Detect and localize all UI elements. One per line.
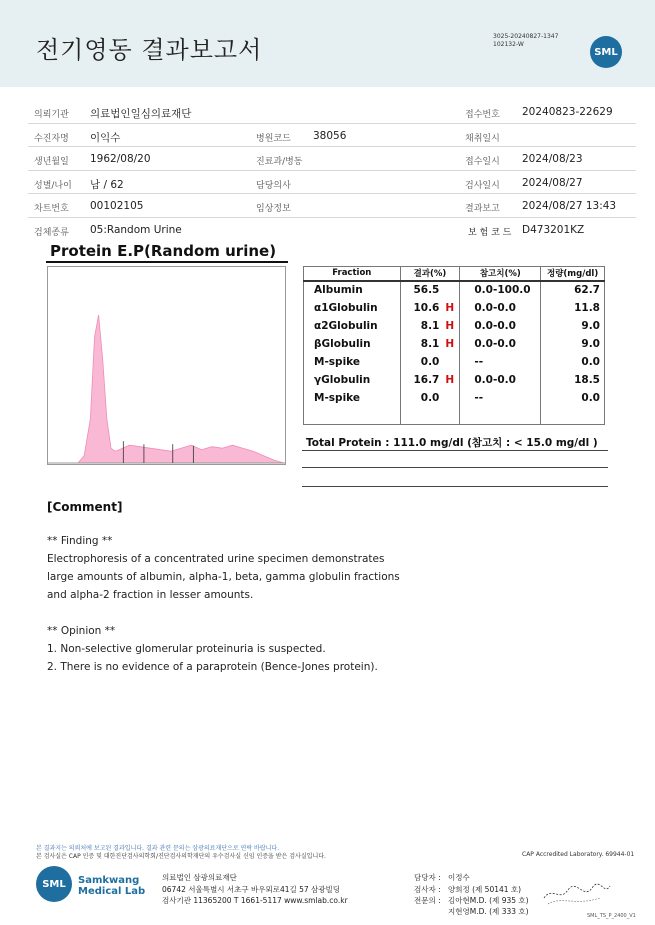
fraction-reference [460, 407, 541, 425]
footer-org: 의료법인 삼광의료재단 [162, 873, 237, 882]
blank-line [302, 450, 608, 451]
fraction-quantity: 18.5 [541, 371, 605, 389]
table-row [304, 371, 605, 389]
fraction-quantity: 62.7 [541, 281, 605, 299]
table-row [304, 281, 605, 299]
info-row: 차트번호 00102105 임상정보 결과보고 2024/08/27 13:43 [28, 194, 636, 218]
staff-manager: 이정수 [448, 873, 470, 882]
finding-line: and alpha-2 fraction in lesser amounts. [47, 589, 254, 601]
fraction-quantity: 0.0 [541, 353, 605, 371]
col-fraction: Fraction [304, 267, 401, 281]
fraction-result: 8.1 H [400, 317, 460, 335]
fraction-reference: -- [460, 353, 541, 371]
fraction-quantity: 9.0 [541, 335, 605, 353]
institution-value: 의료법인일심의료재단 [90, 108, 192, 120]
fraction-reference: 0.0-0.0 [460, 317, 541, 335]
fraction-quantity: 11.8 [541, 299, 605, 317]
electrophoresis-curve [78, 315, 284, 463]
fraction-table [303, 266, 605, 425]
hospital-code-value: 38056 [313, 129, 347, 142]
fraction-name: M-spike [304, 389, 401, 407]
high-flag: H [445, 319, 455, 332]
fraction-reference: 0.0-0.0 [460, 299, 541, 317]
footer-brand: Samkwang Medical Lab [78, 875, 146, 897]
fraction-result: 10.6 H [400, 299, 460, 317]
opinion-header: ** Opinion ** [47, 625, 116, 637]
fraction-name: α1Globulin [304, 299, 401, 317]
electrophoresis-svg [48, 267, 285, 464]
insurance-code-value: D473201KZ [522, 223, 585, 236]
fraction-reference: -- [460, 389, 541, 407]
sex-age-value: 남 / 62 [90, 178, 124, 191]
opinion-line: 1. Non-selective glomerular proteinuria is suspected. [47, 643, 326, 655]
fraction-result [400, 407, 460, 425]
finding-line: large amounts of albumin, alpha-1, beta, gamma globulin fractions [47, 571, 400, 583]
dob-value: 1962/08/20 [90, 153, 151, 165]
fraction-name [304, 407, 401, 425]
table-header-row [304, 267, 605, 281]
total-protein: Total Protein : 111.0 mg/dl (참고치 : < 15.0 mg/dl ) [306, 437, 598, 449]
table-row [304, 299, 605, 317]
col-reference: 참고치(%) [460, 267, 541, 281]
staff-specialist: 김아현M.D. (제 935 호) [448, 896, 529, 905]
fraction-reference: 0.0-0.0 [460, 335, 541, 353]
staff-specialist-2: 지현영M.D. (제 333 호) [448, 907, 529, 916]
receipt-no-value: 20240823-22629 [522, 106, 613, 118]
chart-no-value: 00102105 [90, 200, 144, 212]
report-title: 전기영동 결과보고서 [36, 36, 263, 64]
info-row: 생년월일 1962/08/20 진료과/병동 접수일시 2024/08/23 [28, 147, 636, 171]
fraction-name: α2Globulin [304, 317, 401, 335]
table-row [304, 407, 605, 425]
footer-contact: 검사기관 11365200 T 1661-5117 www.smlab.co.kr [162, 896, 348, 905]
table-row [304, 389, 605, 407]
sml-logo: SML [590, 36, 622, 68]
high-flag: H [445, 337, 455, 350]
footer-note: 본 검사실은 CAP 인증 및 대한진단검사의학회/진단검사의학재단의 우수검사실 신임 인증을 받은 검사실입니다. [36, 853, 326, 860]
staff-tester: 양희정 (제 50141 호) [448, 885, 522, 894]
col-quantity: 정량(mg/dl) [541, 267, 605, 281]
fraction-reference: 0.0-100.0 [460, 281, 541, 299]
fraction-result: 8.1 H [400, 335, 460, 353]
receipt-date-value: 2024/08/23 [522, 153, 583, 165]
high-flag: H [445, 373, 455, 386]
fraction-name: Albumin [304, 281, 401, 299]
fraction-table-body [304, 281, 605, 425]
table-row [304, 317, 605, 335]
opinion-line: 2. There is no evidence of a paraprotein (Bence-Jones protein). [47, 661, 378, 673]
document-code: 3025-20240827-1347 102132-W [493, 33, 559, 48]
patient-info-table [28, 100, 636, 241]
specimen-value: 05:Random Urine [90, 223, 182, 236]
test-date-value: 2024/08/27 [522, 176, 583, 189]
fraction-result: 16.7 H [400, 371, 460, 389]
table-row [304, 353, 605, 371]
section-title: Protein E.P(Random urine) [50, 242, 277, 260]
footer-sml-logo: SML [36, 866, 72, 902]
table-row [304, 335, 605, 353]
report-date-value: 2024/08/27 13:43 [522, 200, 617, 212]
footer-note: 본 결과지는 의뢰처에 보고된 결과입니다. 결과 관련 문의는 삼광의료재단으로 연락 바랍니다. [36, 845, 280, 852]
fraction-quantity: 0.0 [541, 389, 605, 407]
info-row: 수진자명 이익수 병원코드 38056 채취일시 [28, 124, 636, 148]
electrophoresis-chart [47, 266, 286, 465]
fraction-name: M-spike [304, 353, 401, 371]
fraction-name: γGlobulin [304, 371, 401, 389]
blank-line [302, 486, 608, 487]
blank-line [302, 467, 608, 468]
fraction-result: 0.0 [400, 389, 460, 407]
cap-accreditation: CAP Accredited Laboratory. 69944-01 [522, 851, 635, 858]
finding-header: ** Finding ** [47, 535, 113, 547]
fraction-quantity [541, 407, 605, 425]
info-row: 검체종류 05:Random Urine 보 험 코 드 D473201KZ [34, 223, 585, 238]
info-row: 의뢰기관 의료법인일심의료재단 접수번호 20240823-22629 [28, 100, 636, 124]
finding-line: Electrophoresis of a concentrated urine specimen demonstrates [47, 553, 385, 565]
signature-mark [540, 878, 612, 908]
info-row: 성별/나이 남 / 62 담당의사 검사일시 2024/08/27 [28, 171, 636, 195]
section-underline [46, 261, 288, 263]
fraction-name: βGlobulin [304, 335, 401, 353]
fraction-quantity: 9.0 [541, 317, 605, 335]
form-code: SML_TS_P_2400_V1 [587, 913, 636, 919]
report-header [0, 0, 655, 87]
col-result: 결과(%) [400, 267, 460, 281]
fraction-result: 0.0 [400, 353, 460, 371]
footer-address: 06742 서울특별시 서초구 바우뫼로41길 57 삼광빌딩 [162, 885, 341, 894]
high-flag: H [445, 301, 455, 314]
patient-name-value: 이익수 [90, 131, 121, 144]
fraction-result: 56.5 [400, 281, 460, 299]
comment-title: [Comment] [47, 500, 123, 514]
fraction-reference: 0.0-0.0 [460, 371, 541, 389]
